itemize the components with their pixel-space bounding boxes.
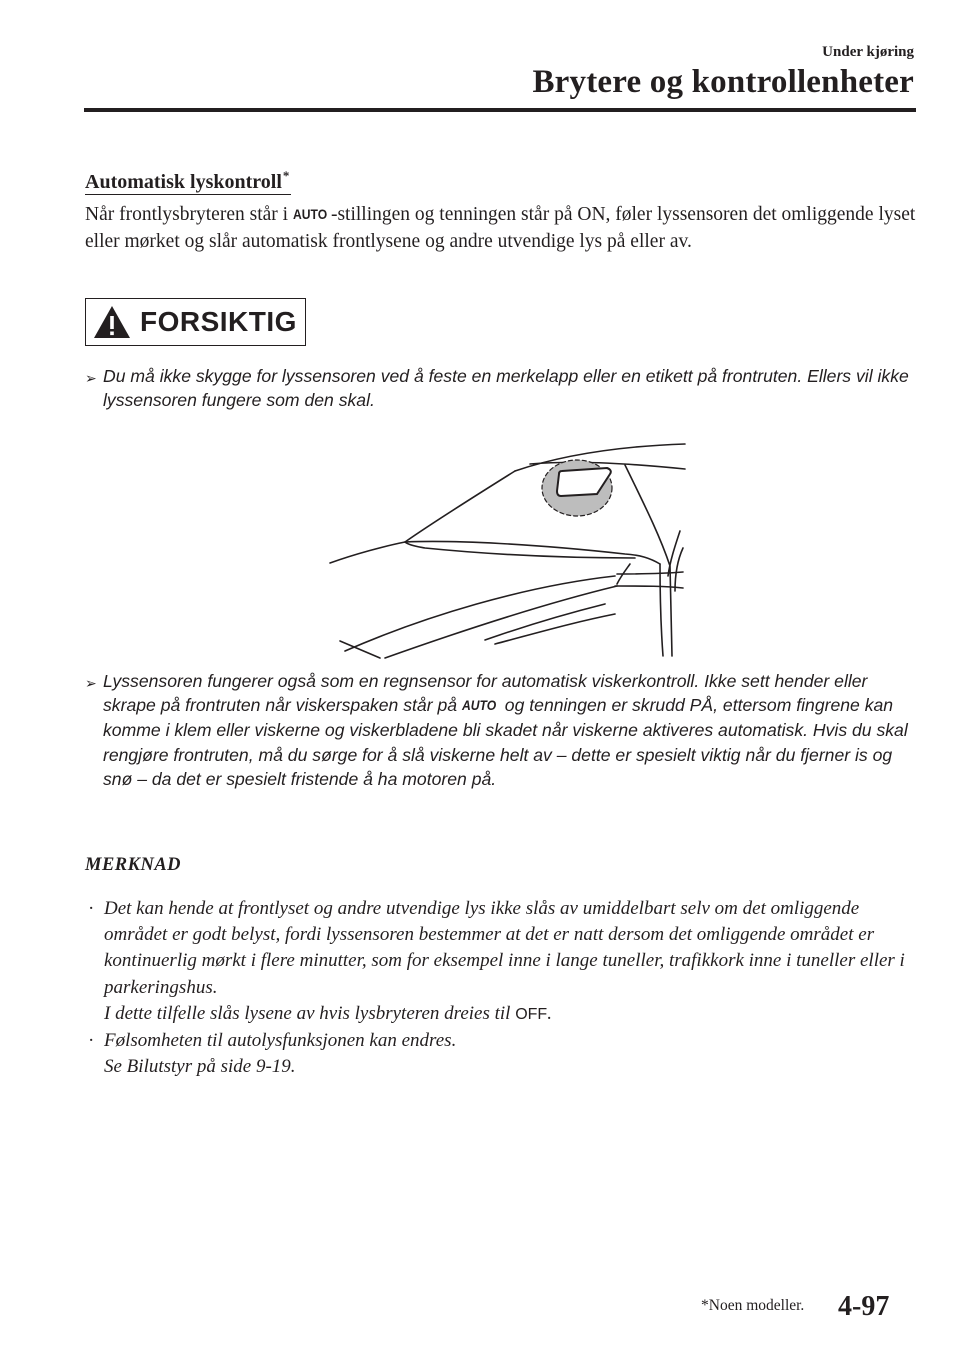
page-reference: Se Bilutstyr på side 9-19. (104, 1056, 296, 1078)
caution-label: FORSIKTIG (140, 306, 297, 337)
caution-text-2: Lyssensoren fungerer også som en regnsensor for automatisk viskerkontroll. Ikke sett hender eller skrape på frontruten når viskerspaken står på AUTO og tenningen er skrudd PÅ, ettersom fingrene kan komme i klem eller viskerne og viskerbladene bli skadet når viskerne aktiveres automatisk. Hvis du skal rengjøre frontruten, må du sørge for å slå viskerne helt av – dette er spesielt viktig når du fjerner is og snø – da det er spesielt fristende å ha motoren på. (103, 671, 908, 789)
note-list (85, 896, 915, 1080)
footnote: *Noen modeller. (701, 1297, 805, 1314)
bullet-dot-icon: · (88, 898, 95, 919)
chapter-label: Under kjøring (822, 44, 914, 60)
windshield-sensor-illustration (325, 436, 690, 661)
arrow-bullet-icon: ➢ (85, 675, 97, 691)
page-number: 4-97 (838, 1291, 890, 1322)
caution-box (85, 298, 306, 346)
note-heading: MERKNAD (85, 855, 182, 875)
page-title: Brytere og kontrollenheter (532, 64, 914, 100)
auto-switch-icon: AUTO (461, 698, 497, 714)
caution-bullet-2 (85, 669, 925, 791)
list-item: · Følsomheten til autolysfunksjonen kan endres. Se Bilutstyr på side 9-19. (85, 1028, 915, 1080)
section-title: Automatisk lyskontroll* (85, 164, 291, 195)
warning-triangle-icon (92, 304, 132, 340)
intro-paragraph: Når frontlysbryteren står i AUTO -stillingen og tenningen står på ON, føler lyssensoren det omliggende lyset eller mørket og slår automatisk frontlysene og andre utvendige lys på eller av. (85, 204, 916, 252)
list-item: · Det kan hende at frontlyset og andre utvendige lys ikke slås av umiddelbart selv om det omliggende området er godt belyst, fordi lyssensoren bestemmer at det er natt dersom det omliggende området er kontinuerlig mørkt i flere minutter, som for eksempel inne i lange tuneller, trafikkork inne i tuneller eller i parkeringshus. I dette tilfelle slås lysene av hvis lysbryteren dreies til OFF. (85, 896, 915, 1028)
header-rule (84, 108, 916, 112)
off-switch-label: OFF (515, 1005, 548, 1023)
auto-switch-icon: AUTO (292, 207, 328, 222)
asterisk-mark: * (282, 168, 290, 183)
caution-text-1: Du må ikke skygge for lyssensoren ved å feste en merkelapp eller en etikett på frontruten. Ellers vil ikke lyssensoren fungere som den skal. (103, 366, 909, 411)
caution-bullet-1 (85, 364, 925, 412)
arrow-bullet-icon: ➢ (85, 370, 97, 386)
bullet-dot-icon: · (88, 1030, 95, 1052)
